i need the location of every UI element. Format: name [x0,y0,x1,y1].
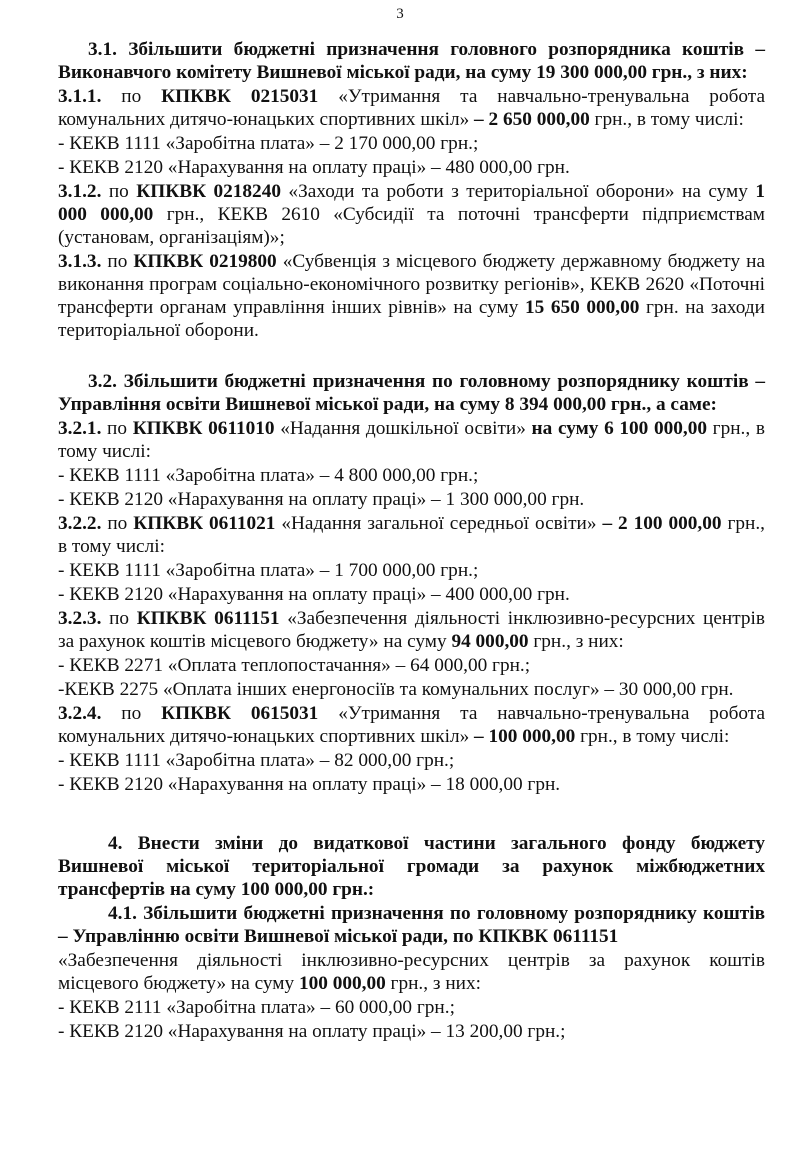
text-run: КПКВК 0218240 [136,181,281,202]
text-run: по [101,251,134,272]
paragraph-text: - КЕКВ 2120 «Нарахування на оплату праці» – 1 300 000,00 грн. [58,489,585,510]
paragraph [58,702,765,748]
text-run: – 100 000,00 [474,726,576,747]
text-run: КПКВК 0611021 [133,513,276,534]
text-run: 94 000,00 [451,631,529,652]
paragraph-text: - КЕКВ 2120 «Нарахування на оплату праці» – 480 000,00 грн. [58,157,570,178]
paragraph-text: - КЕКВ 1111 «Заробітна плата» – 82 000,00 грн.; [58,750,455,771]
text-run: по [101,608,137,629]
text-run: 3.1.2. [58,181,102,202]
text-run: грн., в тому числі: [589,109,744,130]
paragraph [58,417,765,463]
paragraph-text: - КЕКВ 2120 «Нарахування на оплату праці» – 18 000,00 грн. [58,774,561,795]
text-run: КПКВК 0615031 [161,703,319,724]
text-run: 4.1. Збільшити бюджетні призначення по головному розпоряднику коштів – Управлінню освіти Вишневої міської ради, по КПКВК 0611151 [58,903,765,947]
paragraph-text: - КЕКВ 1111 «Заробітна плата» – 1 700 000,00 грн.; [58,560,479,581]
paragraph [58,607,765,653]
text-run: – 2 100 000,00 [602,513,722,534]
paragraph [58,180,765,249]
paragraph [58,464,765,487]
text-run: грн., з них: [385,973,481,994]
paragraph [58,156,765,179]
paragraph [58,370,765,416]
text-run: грн., в тому числі: [58,513,765,557]
paragraph-text: - КЕКВ 2120 «Нарахування на оплату праці» – 400 000,00 грн. [58,584,570,605]
text-run: 3.2.2. [58,513,102,534]
paragraph [58,512,765,558]
text-run: 100 000,00 [298,973,386,994]
text-run: грн., в тому числі: [58,418,765,462]
paragraph [58,773,765,796]
paragraph-text: - КЕКВ 2271 «Оплата теплопостачання» – 64 000,00 грн.; [58,655,531,676]
paragraph [58,832,765,901]
text-run: по [101,181,137,202]
text-run: «Утримання та навчально-тренувальна робота комунальних дитячо-юнацьких спортивних шкіл» [58,703,766,747]
paragraph [58,85,765,131]
text-run: КПКВК 0219800 [133,251,277,272]
text-run: 3.1.3. [58,251,102,272]
paragraph [58,654,765,677]
text-run: по [101,703,162,724]
paragraph-text: - КЕКВ 1111 «Заробітна плата» – 2 170 000,00 грн.; [58,133,479,154]
paragraph [58,583,765,606]
paragraph [58,1020,765,1043]
paragraph-text: 3.1. Збільшити бюджетні призначення головного розпорядника коштів – Виконавчого комітету Вишневої міської ради, на суму 19 300 000,00 грн., з них: [58,39,765,83]
paragraph [58,38,765,84]
paragraph [58,749,765,772]
text-run: 3.2.4. [58,703,102,724]
text-run: КПКВК 0215031 [161,86,319,107]
text-run: по [101,86,162,107]
page-number: 3 [396,6,404,22]
text-run: «Заходи та роботи з територіальної оборони» на суму [280,181,756,202]
text-run: «Забезпечення діяльності інклюзивно-ресурсних центрів за рахунок коштів місцевого бюджету» на суму [58,950,765,994]
paragraph [58,250,765,342]
paragraph-text: -КЕКВ 2275 «Оплата інших енергоносіїв та комунальних послуг» – 30 000,00 грн. [58,679,734,700]
paragraph-text: - КЕКВ 2111 «Заробітна плата» – 60 000,00 грн.; [58,997,455,1018]
text-run: «Забезпечення діяльності інклюзивно-ресурсних центрів за рахунок коштів місцевого бюджету» на суму [58,608,765,652]
text-run: «Надання дошкільної освіти» [274,418,532,439]
text-run: 15 650 000,00 [524,297,640,318]
text-run: грн., в тому числі: [575,726,730,747]
text-run: 3.2.3. [58,608,102,629]
text-run: на суму 6 100 000,00 [531,418,708,439]
text-run: «Утримання та навчально-тренувальна робота комунальних дитячо-юнацьких спортивних шкіл» [58,86,766,130]
paragraph-text: - КЕКВ 1111 «Заробітна плата» – 4 800 000,00 грн.; [58,465,479,486]
paragraph [58,902,765,948]
paragraph-text: 4. Внести зміни до видаткової частини загального фонду бюджету Вишневої міської територіальної громади за рахунок міжбюджетних трансфертів на суму 100 000,00 грн.: [58,833,765,900]
text-run: грн. на заходи територіальної оборони. [58,297,766,341]
text-run: 1 000 000,00 [58,181,765,225]
paragraph-text: 3.2. Збільшити бюджетні призначення по головному розпоряднику коштів – Управління освіти Вишневої міської ради, на суму 8 394 000,00 грн., а саме: [58,371,765,415]
text-run: 3.1.1. [58,86,102,107]
text-run: КПКВК 0611010 [132,418,275,439]
paragraph [58,678,765,701]
text-run: грн., КЕКВ 2610 «Субсидії та поточні трансферти підприємствам (установам, організаціям)»; [58,204,765,248]
text-run: 3.2.1. [58,418,102,439]
paragraph [58,949,765,995]
paragraph [58,488,765,511]
text-run: – 2 650 000,00 [474,109,590,130]
text-run: по [101,418,133,439]
document-body [58,38,765,1043]
text-run: «Субвенція з місцевого бюджету державному бюджету на виконання програм соціально-економічного розвитку регіонів», КЕКВ 2620 «Поточні трансферти органам управління інших рівнів» на суму [58,251,765,318]
text-run: по [101,513,134,534]
text-run: грн., з них: [528,631,624,652]
text-run: КПКВК 0611151 [136,608,280,629]
paragraph [58,996,765,1019]
paragraph-text: - КЕКВ 2120 «Нарахування на оплату праці» – 13 200,00 грн.; [58,1021,566,1042]
paragraph [58,559,765,582]
paragraph [58,132,765,155]
text-run: «Надання загальної середньої освіти» [275,513,603,534]
